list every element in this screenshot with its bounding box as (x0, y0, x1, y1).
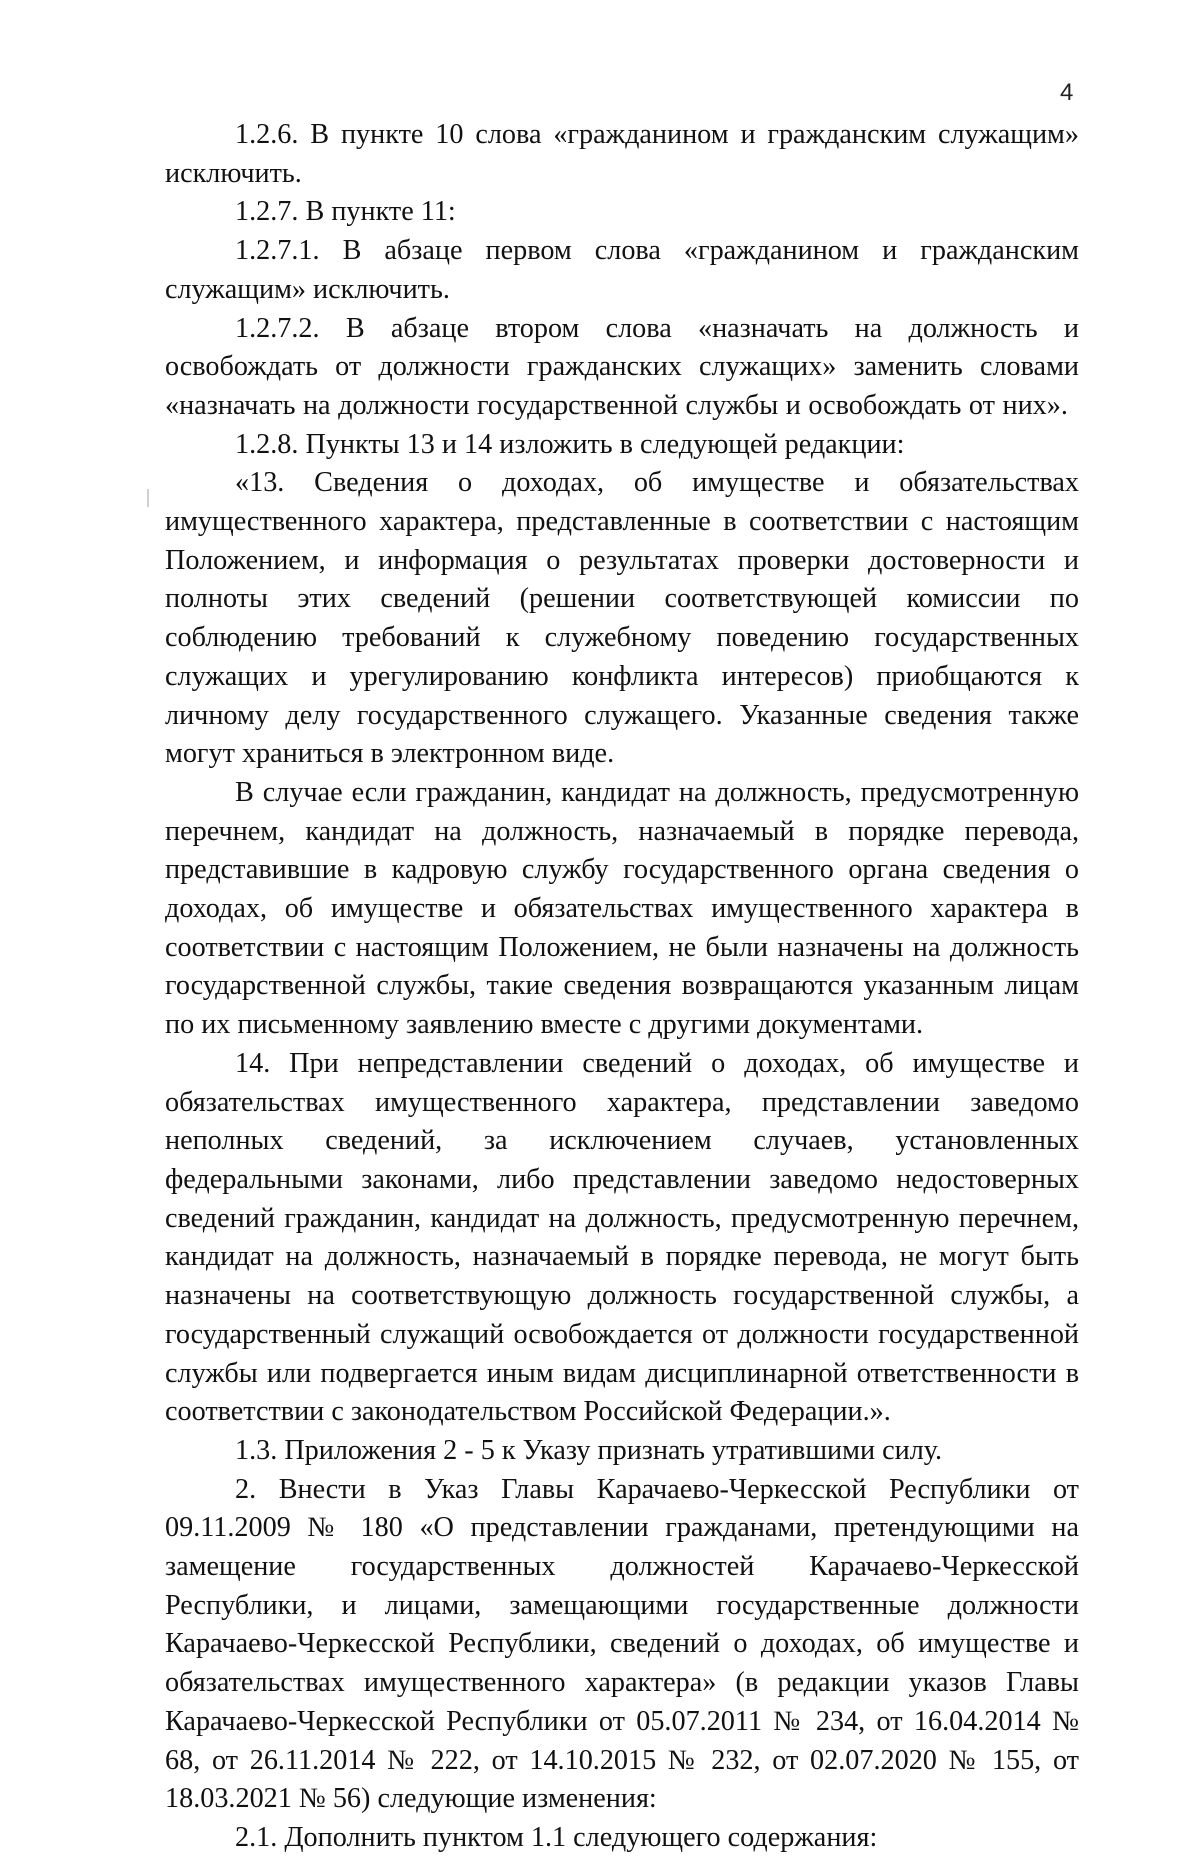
paragraph-1-2-7-2: 1.2.7.2. В абзаце втором слова «назначать на должность и освобождать от должности гражданских служащих» заменить словами «назначать на должности государственной службы и освобождать от них». (165, 312, 1079, 421)
paragraph-1-2-8: 1.2.8. Пункты 13 и 14 изложить в следующей редакции: (235, 428, 905, 460)
paragraph-13: «13. Сведения о доходах, об имуществе и обязательствах имущественного характера, представленные в соответствии с настоящим Положением, и информация о результатах проверки достоверности и полноты этих сведений (решении соответствующей комиссии по соблюдению требований к служебному поведению государственных служащих и урегулированию конфликта интересов) приобщаются к личному делу государственного служащего. Указанные сведения также могут храниться в электронном виде. (165, 467, 1079, 770)
paragraph-2-1: 2.1. Дополнить пунктом 1.1 следующего содержания: (235, 1821, 878, 1853)
page-number: 4 (1060, 79, 1074, 106)
paragraph-1-2-6: 1.2.6. В пункте 10 слова «гражданином и гражданским служащим» исключить. (165, 119, 1079, 189)
paragraph-1-2-7: 1.2.7. В пункте 11: (235, 196, 456, 228)
paragraph-2: 2. Внести в Указ Главы Карачаево-Черкесской Республики от 09.11.2009 № 180 «О представлении гражданами, претендующими на замещение государственных должностей Карачаево-Черкесской Республики, и лицами, замещающими государственные должности Карачаево-Черкесской Республики, сведений о доходах, об имуществе и обязательствах имущественного характера» (в редакции указов Главы Карачаево-Черкесской Республики от 05.07.2011 № 234, от 16.04.2014 № 68, от 26.11.2014 № 222, от 14.10.2015 № 232, от 02.07.2020 № 155, от 18.03.2021 № 56) следующие изменения: (165, 1473, 1079, 1815)
paragraph-13-continuation: В случае если гражданин, кандидат на должность, предусмотренную перечнем, кандидат на должность, назначаемый в порядке перевода, представившие в кадровую службу государственного органа сведения о доходах, об имуществе и обязательствах имущественного характера в соответствии с настоящим Положением, не были назначены на должность государственной службы, такие сведения возвращаются указанным лицам по их письменному заявлению вместе с другими документами. (165, 776, 1079, 1041)
paragraph-14: 14. При непредставлении сведений о доходах, об имуществе и обязательствах имущественного характера, представлении заведомо неполных сведений, за исключением случаев, установленных федеральными законами, либо представлении заведомо недостоверных сведений гражданин, кандидат на должность, предусмотренную перечнем, кандидат на должность, назначаемый в порядке перевода, не могут быть назначены на соответствующую должность государственной службы, а государственный служащий освобождается от должности государственной службы или подвергается иным видам дисциплинарной ответственности в соответствии с законодательством Российской Федерации.». (165, 1047, 1079, 1428)
paragraph-1-2-7-1: 1.2.7.1. В абзаце первом слова «гражданином и гражданским служащим» исключить. (165, 235, 1079, 305)
document-body (165, 116, 1079, 1858)
paragraph-1-3: 1.3. Приложения 2 - 5 к Указу признать утратившими силу. (235, 1434, 943, 1466)
scan-artifact-mark (147, 489, 149, 507)
